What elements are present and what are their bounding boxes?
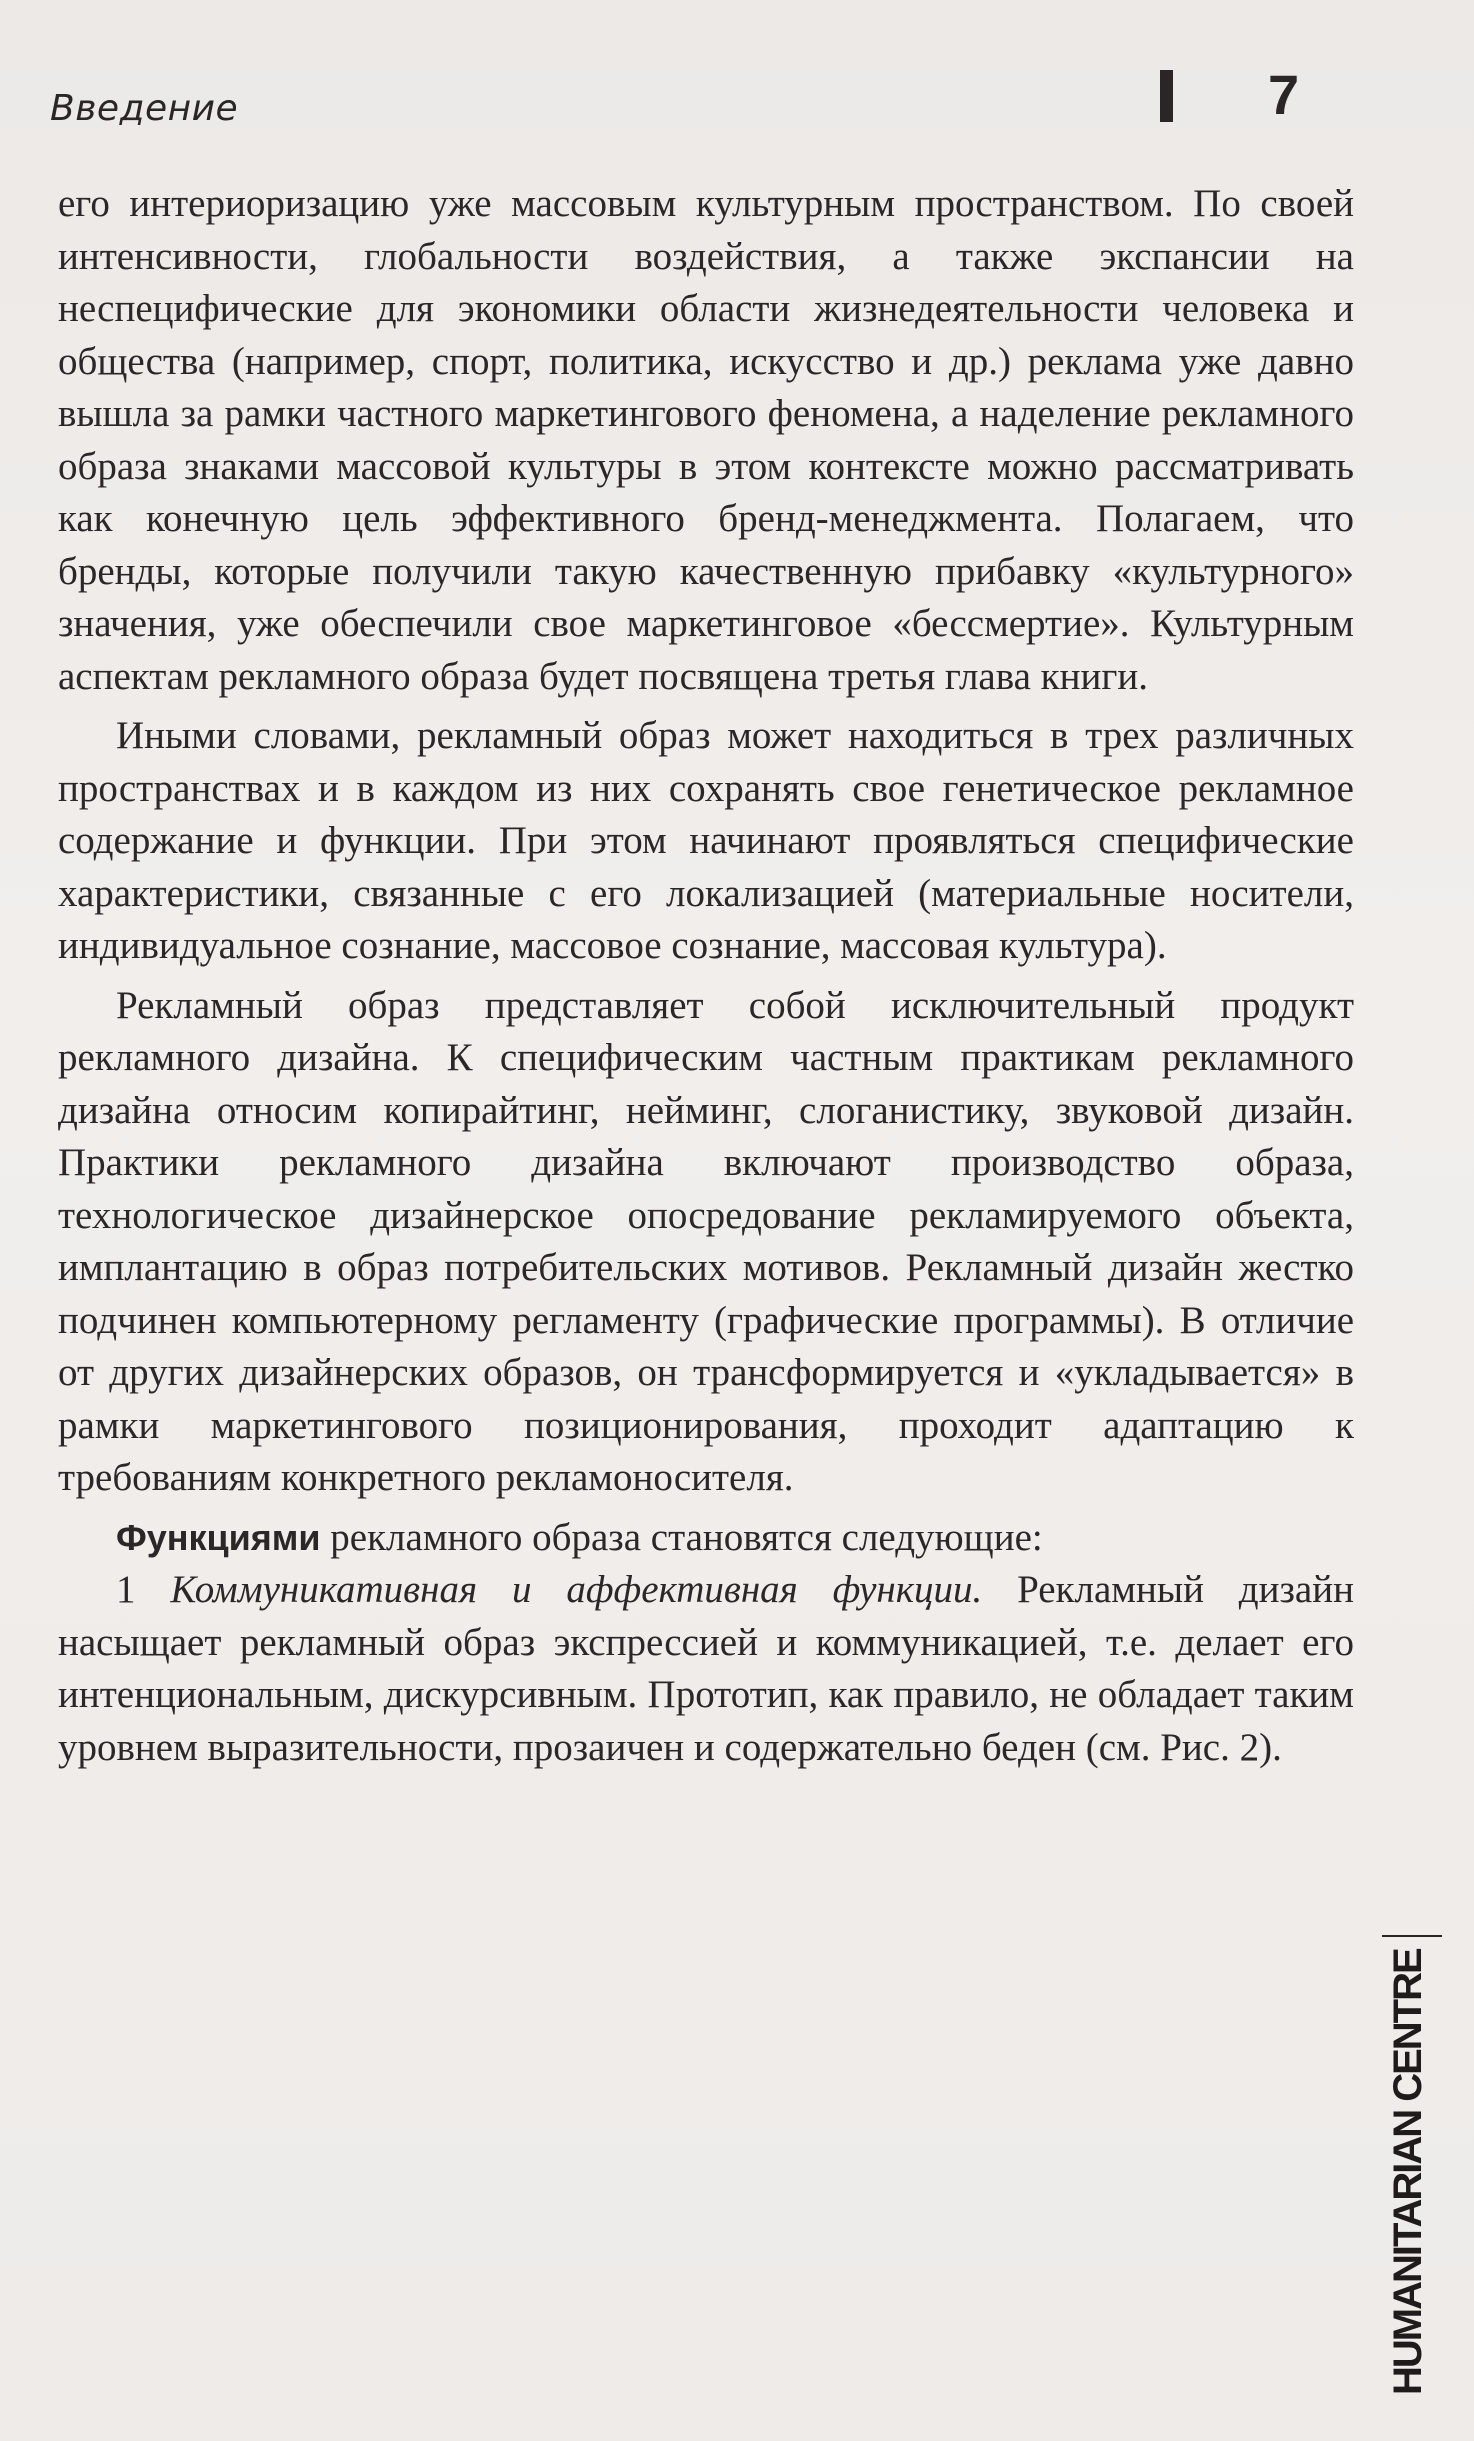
item-text: Рекламный дизайн насыщает рекламный образ экспрессией и коммуникацией, т.е. делает его интенциональным, дискурсивным. Прототип, как правило, не обладает таким уровнем выразительности, прозаичен и содержательно беден (см. Рис. 2). [58, 1568, 1354, 1769]
item-number: 1 [116, 1568, 171, 1611]
body-text [58, 178, 1354, 1774]
function-item-1 [58, 1564, 1354, 1774]
running-header-section: Введение [50, 88, 239, 129]
paragraph: Иными словами, рекламный образ может находиться в трех различных пространствах и в каждом из них сохранять свое генетическое рекламное содержание и функции. При этом начинают проявляться специфические характеристики, связанные с его локализацией (материальные носители, индивидуальное сознание, массовое сознание, массовая культура). [58, 714, 1354, 967]
page-number: 7 [1268, 63, 1300, 126]
show-through-decoration [560, 80, 1160, 120]
header-divider-bar [1160, 70, 1173, 122]
side-label-rule [1382, 1935, 1442, 1937]
publisher-name: HUMANITARIAN CENTRE [1386, 1949, 1430, 2395]
paragraph: Рекламный образ представляет собой исключительный продукт рекламного дизайна. К специфическим частным практикам рекламного дизайна относим копирайтинг, нейминг, слоганистику, звуковой дизайн. Практики рекламного дизайна включают производство образа, технологическое дизайнерское опосредование рекламируемого объекта, имплантацию в образ потребительских мотивов. Рекламный дизайн жестко подчинен компьютерному регламенту (графические программы). В отличие от других дизайнерских образов, он трансформируется и «укладывается» в рамки маркетингового позиционирования, проходит адаптацию к требованиям конкретного рекламоносителя. [58, 983, 1354, 1499]
functions-heading [58, 1512, 1354, 1565]
paragraph-continued: его интериоризацию уже массовым культурным пространством. По своей интенсивности, глобальности воздействия, а также экспансии на неспецифические для экономики области жизнедеятельности человека и общества (например, спорт, политика, искусство и др.) реклама уже давно вышла за рамки частного маркетингового феномена, а наделение рекламного образа знаками массовой культуры в этом контексте можно рассматривать как конечную цель эффективного бренд-менеджмента. Полагаем, что бренды, которые получили такую качественную прибавку «культурного» значения, уже обеспечили свое маркетинговое «бессмертие». Культурным аспектам рекламного образа будет посвящена третья глава книги. [58, 182, 1354, 698]
item-title: Коммуникативная и аффективная функции. [170, 1568, 983, 1611]
functions-heading-rest: рекламного образа становятся следующие: [320, 1515, 1043, 1559]
functions-bold-term: Функциями [116, 1516, 321, 1558]
publisher-side-label [1378, 1935, 1448, 2415]
